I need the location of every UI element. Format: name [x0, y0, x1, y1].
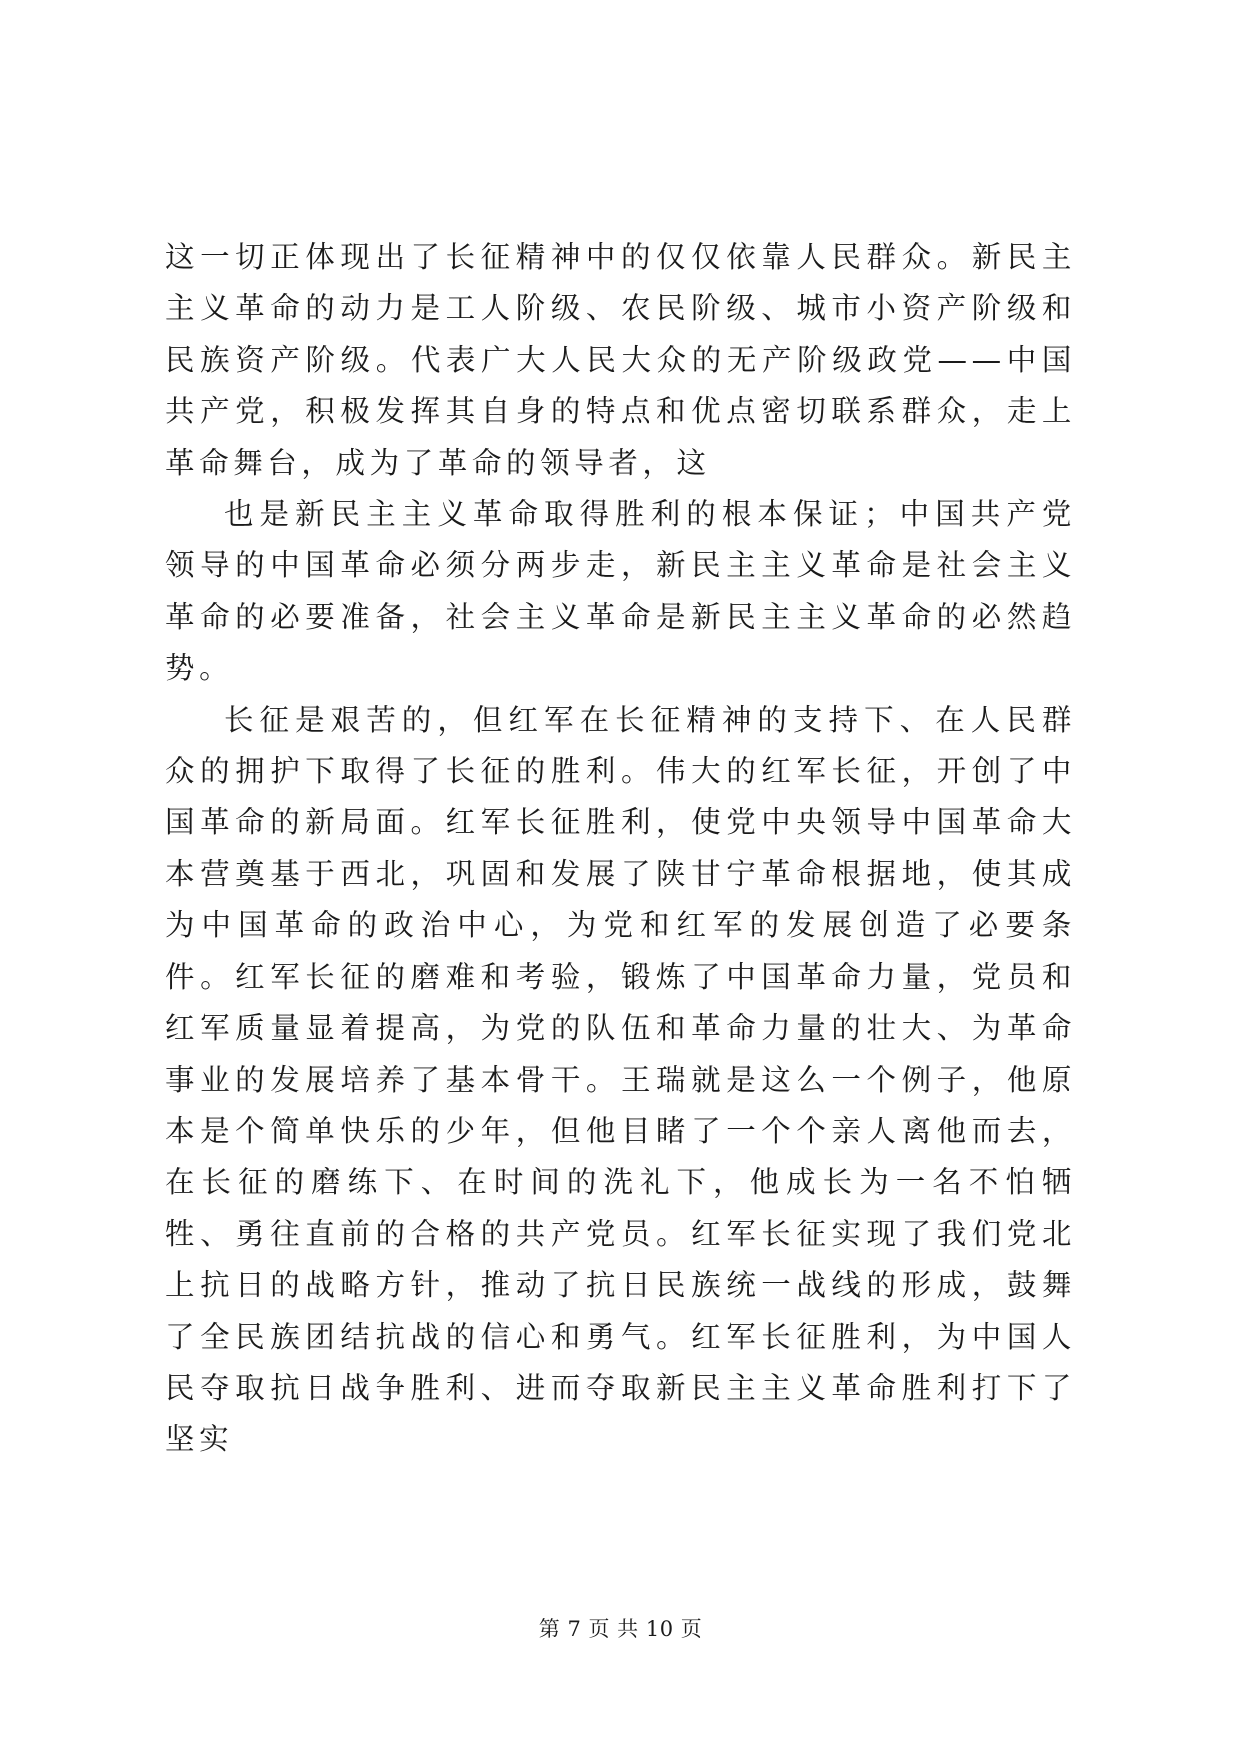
page-number-footer: 第 7 页 共 10 页: [538, 1617, 703, 1641]
document-body: [165, 232, 1076, 1466]
paragraph-2: 也是新民主主义革命取得胜利的根本保证；中国共产党领导的中国革命必须分两步走，新民主主义革命是社会主义革命的必要准备，社会主义革命是新民主主义革命的必然趋势。: [165, 497, 1076, 686]
paragraph-1: 这一切正体现出了长征精神中的仅仅依靠人民群众。新民主主义革命的动力是工人阶级、农民阶级、城市小资产阶级和民族资产阶级。代表广大人民大众的无产阶级政党——中国共产党，积极发挥其自身的特点和优点密切联系群众，走上革命舞台，成为了革命的领导者，这: [165, 240, 1076, 480]
paragraph-3: 长征是艰苦的，但红军在长征精神的支持下、在人民群众的拥护下取得了长征的胜利。伟大的红军长征，开创了中国革命的新局面。红军长征胜利，使党中央领导中国革命大本营奠基于西北，巩固和发展了陕甘宁革命根据地，使其成为中国革命的政治中心，为党和红军的发展创造了必要条件。红军长征的磨难和考验，锻炼了中国革命力量，党员和红军质量显着提高，为党的队伍和革命力量的壮大、为革命事业的发展培养了基本骨干。王瑞就是这么一个例子，他原本是个简单快乐的少年，但他目睹了一个个亲人离他而去，在长征的磨练下、在时间的洗礼下，他成长为一名不怕牺牲、勇往直前的合格的共产党员。红军长征实现了我们党北上抗日的战略方针，推动了抗日民族统一战线的形成，鼓舞了全民族团结抗战的信心和勇气。红军长征胜利，为中国人民夺取抗日战争胜利、进而夺取新民主主义革命胜利打下了坚实: [165, 702, 1076, 1457]
